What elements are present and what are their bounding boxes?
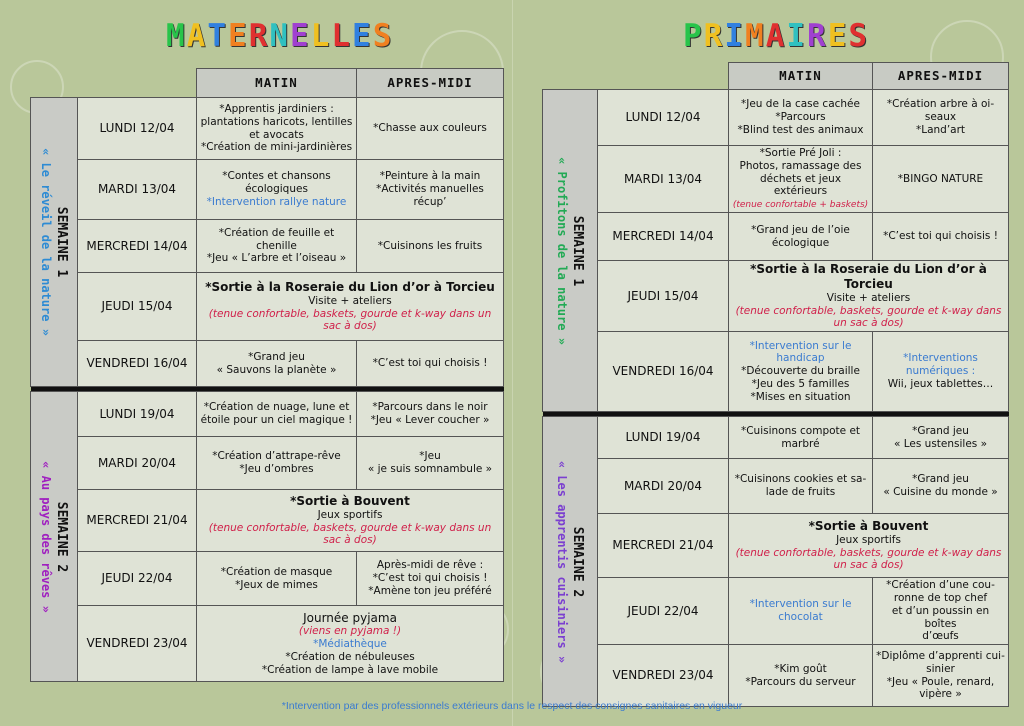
morning-activity: *Intervention sur le chocolat <box>729 578 873 645</box>
week-label-1 <box>543 90 598 412</box>
fullday-activity: *Sortie à Bouvent Jeux sportifs (tenue confortable, baskets, gourde et k-way dans un sac à dos) <box>729 514 1009 578</box>
afternoon-activity: *C’est toi qui choisis ! <box>357 341 504 387</box>
day-label: VENDREDI 23/04 <box>598 645 729 707</box>
footer-note: *Intervention par des professionnels extérieurs dans le respect des consignes sanitaires en vigueur <box>281 700 743 712</box>
week-label-1 <box>31 98 78 387</box>
week-theme: « Le réveil de la nature » <box>39 148 54 336</box>
morning-activity: *Intervention sur le handicap *Découverte du braille *Jeu des 5 familles *Mises en situation <box>729 332 873 412</box>
schedule-table-maternelles <box>30 68 504 682</box>
day-label: MERCREDI 14/04 <box>598 213 729 261</box>
title-letter: A <box>186 18 208 54</box>
title-letter: M <box>745 18 766 54</box>
afternoon-activity: *Parcours dans le noir *Jeu « Lever coucher » <box>357 392 504 437</box>
title-letter: M <box>166 18 187 54</box>
header-apres-midi: APRES-MIDI <box>357 69 504 98</box>
day-label: LUNDI 19/04 <box>78 392 197 437</box>
afternoon-activity: *Peinture à la main *Activités manuelles récup’ <box>357 160 504 220</box>
week-theme: « Les apprentis cuisiniers » <box>555 460 570 663</box>
afternoon-activity: *Diplôme d’apprenti cui- sinier *Jeu « Poule, renard, vipère » <box>873 645 1009 707</box>
morning-activity: *Sortie Pré Joli : Photos, ramassage des déchets et jeux extérieurs (tenue confortable + baskets) <box>729 146 873 213</box>
title-letter: I <box>724 18 746 54</box>
morning-activity: *Création de nuage, lune et étoile pour un ciel magique ! <box>197 392 357 437</box>
afternoon-activity: *Grand jeu « Les ustensiles » <box>873 417 1009 459</box>
day-label: LUNDI 12/04 <box>598 90 729 146</box>
morning-activity: *Grand jeu de l’oie écologique <box>729 213 873 261</box>
schedule-table-primaires <box>542 62 1009 707</box>
title-maternelles <box>166 18 393 54</box>
morning-activity: *Création de feuille et chenille *Jeu « L’arbre et l’oiseau » <box>197 220 357 273</box>
afternoon-activity: *Création d’une cou- ronne de top chef et d’un poussin en boîtes d’œufs <box>873 578 1009 645</box>
afternoon-activity: *BINGO NATURE <box>873 146 1009 213</box>
afternoon-activity: *Grand jeu « Cuisine du monde » <box>873 459 1009 514</box>
day-label: VENDREDI 23/04 <box>78 606 197 682</box>
title-primaires <box>683 18 869 54</box>
title-letter: P <box>683 18 704 54</box>
title-letter: I <box>786 18 808 54</box>
week-label-2 <box>543 417 598 707</box>
week-number: SEMAINE 2 <box>54 501 70 572</box>
header-matin: MATIN <box>197 69 357 98</box>
title-letter: E <box>228 18 249 54</box>
blank-corner <box>31 69 197 98</box>
week-label-2 <box>31 392 78 682</box>
day-label: JEUDI 22/04 <box>598 578 729 645</box>
afternoon-activity: *Jeu « je suis somnambule » <box>357 437 504 490</box>
morning-activity: *Apprentis jardiniers : plantations haricots, lentilles et avocats *Création de mini-jardinières <box>197 98 357 160</box>
title-letter: S <box>848 18 870 54</box>
title-letter: T <box>207 18 229 54</box>
fullday-activity: *Sortie à la Roseraie du Lion d’or à Torcieu Visite + ateliers (tenue confortable, baskets, gourde et k-way dans un sac à dos) <box>197 273 504 341</box>
day-label: MARDI 20/04 <box>78 437 197 490</box>
day-label: MERCREDI 14/04 <box>78 220 197 273</box>
title-letter: R <box>807 18 828 54</box>
day-label: JEUDI 15/04 <box>598 261 729 332</box>
day-label: VENDREDI 16/04 <box>598 332 729 412</box>
day-label: LUNDI 19/04 <box>598 417 729 459</box>
day-label: MERCREDI 21/04 <box>78 490 197 552</box>
day-label: MERCREDI 21/04 <box>598 514 729 578</box>
title-letter: L <box>331 18 353 54</box>
afternoon-activity: *C’est toi qui choisis ! <box>873 213 1009 261</box>
title-letter: S <box>372 18 394 54</box>
header-matin: MATIN <box>729 63 873 90</box>
blank-corner <box>543 63 729 90</box>
header-apres-midi: APRES-MIDI <box>873 63 1009 90</box>
afternoon-activity: Après-midi de rêve : *C’est toi qui choisis ! *Amène ton jeu préféré <box>357 552 504 606</box>
title-letter: R <box>703 18 725 54</box>
day-label: MARDI 13/04 <box>78 160 197 220</box>
title-letter: E <box>352 18 373 54</box>
afternoon-activity: *Cuisinons les fruits <box>357 220 504 273</box>
fullday-activity: *Sortie à Bouvent Jeux sportifs (tenue confortable, baskets, gourde et k-way dans un sac à dos) <box>197 490 504 552</box>
week-number: SEMAINE 2 <box>570 526 586 597</box>
day-label: JEUDI 22/04 <box>78 552 197 606</box>
title-letter: L <box>310 18 332 54</box>
morning-activity: *Création de masque *Jeux de mimes <box>197 552 357 606</box>
morning-activity: *Contes et chansons écologiques *Intervention rallye nature <box>197 160 357 220</box>
afternoon-activity: *Chasse aux couleurs <box>357 98 504 160</box>
week-theme: « Profitons de la nature » <box>555 156 570 345</box>
afternoon-activity: *Interventions numériques : Wii, jeux tablettes… <box>873 332 1009 412</box>
day-label: JEUDI 15/04 <box>78 273 197 341</box>
week-theme: « Au pays des rêves » <box>39 460 54 613</box>
title-letter: E <box>290 18 311 54</box>
morning-activity: *Cuisinons compote et marbré <box>729 417 873 459</box>
title-letter: A <box>765 18 787 54</box>
title-letter: E <box>827 18 849 54</box>
morning-activity: *Grand jeu « Sauvons la planète » <box>197 341 357 387</box>
week-number: SEMAINE 1 <box>54 206 70 278</box>
day-label: LUNDI 12/04 <box>78 98 197 160</box>
day-label: MARDI 20/04 <box>598 459 729 514</box>
title-letter: N <box>269 18 291 54</box>
morning-activity: *Cuisinons cookies et sa- lade de fruits <box>729 459 873 514</box>
morning-activity: *Kim goût *Parcours du serveur <box>729 645 873 707</box>
week-number: SEMAINE 1 <box>570 215 586 286</box>
morning-activity: *Jeu de la case cachée *Parcours *Blind test des animaux <box>729 90 873 146</box>
morning-activity: *Création d’attrape-rêve *Jeu d’ombres <box>197 437 357 490</box>
day-label: MARDI 13/04 <box>598 146 729 213</box>
day-label: VENDREDI 16/04 <box>78 341 197 387</box>
afternoon-activity: *Création arbre à oi- seaux *Land’art <box>873 90 1009 146</box>
fullday-activity: *Sortie à la Roseraie du Lion d’or à Torcieu Visite + ateliers (tenue confortable, baskets, gourde et k-way dans un sac à dos) <box>729 261 1009 332</box>
fullday-activity: Journée pyjama (viens en pyjama !) *Médiathèque *Création de nébuleuses *Création de lampe à lave mobile <box>197 606 504 682</box>
fold-line <box>512 0 513 726</box>
title-letter: R <box>248 18 270 54</box>
